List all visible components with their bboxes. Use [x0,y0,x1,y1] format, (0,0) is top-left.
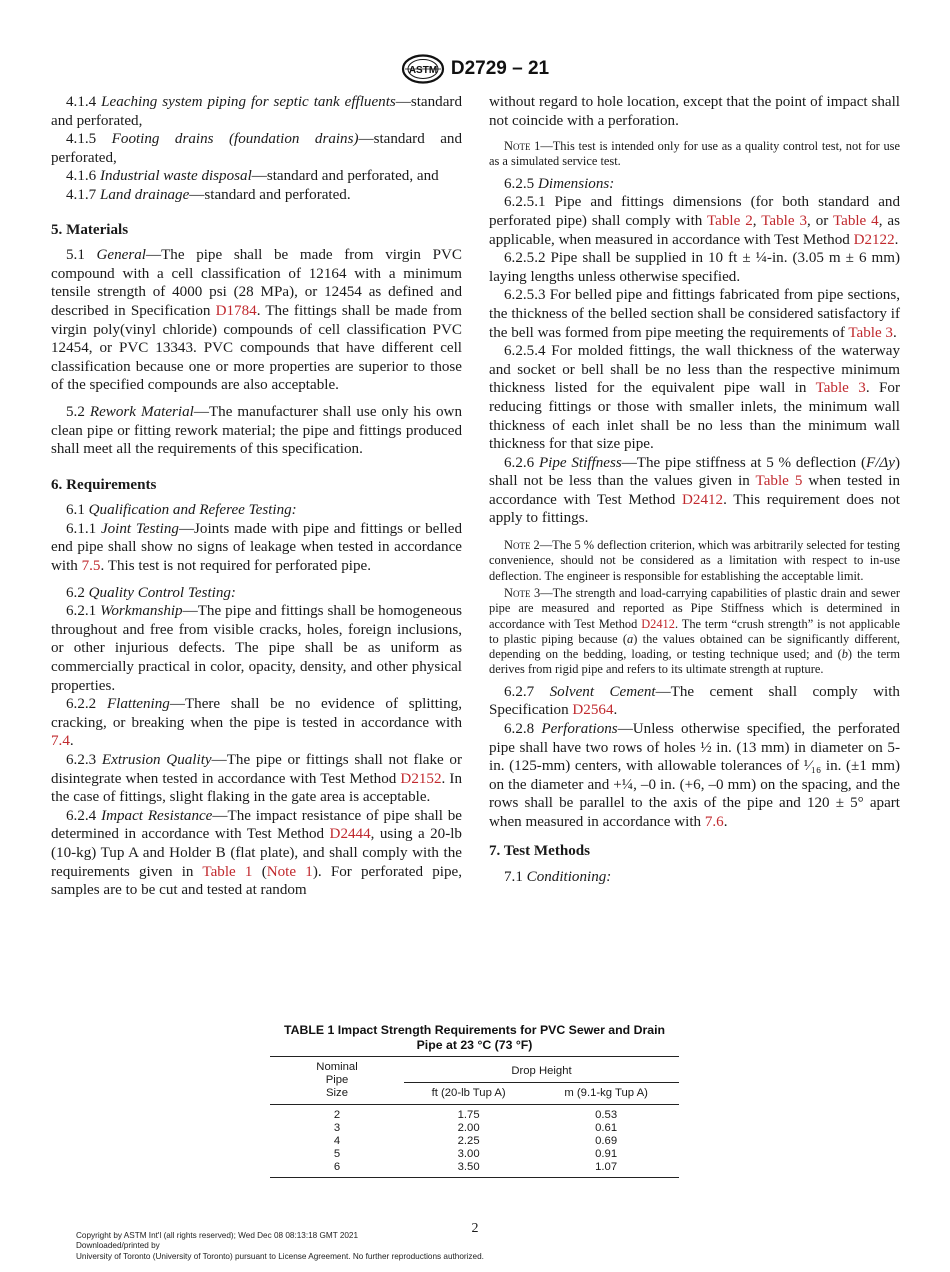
table-row [270,1105,679,1123]
link-d2564[interactable]: D2564 [572,702,614,719]
col-header-ft: ft (20-lb Tup A) [404,1082,533,1104]
link-d2412[interactable]: D2412 [682,491,724,508]
para-6-2-5-3: 6.2.5.3 For belled pipe and fittings fabricated from pipe sections, the thickness of the belled section shall be considered satisfactory if the bell was formed from pipe meeting the requirements of Table 3. [489,287,900,341]
para-6-2-5-2: 6.2.5.2 Pipe shall be supplied in 10 ft ± ¼-in. (3.05 m ± 6 mm) laying lengths unless otherwise specified. [489,250,900,285]
link-7-4[interactable]: 7.4 [51,733,70,750]
link-table-3[interactable]: Table 3 [761,212,808,229]
right-column [489,93,900,887]
para-6-2-4: 6.2.4 Impact Resistance—The impact resistance of pipe shall be determined in accordance with Test Method D2444, using a 20-lb (10-kg) Tup A and Holder B (flat plate), and shall comply with the requirements given in Table 1 (Note 1). For perforated pipe, samples are to be cut and tested at random [51,807,463,899]
link-d2122[interactable]: D2122 [853,231,895,248]
para-6-2-5-4: 6.2.5.4 For molded fittings, the wall thickness of the waterway and socket or bell shall be no less than the respective minimum thickness listed for the equivalent pipe wall in Table 3. For reducing fittings or those with smaller inlets, the minimum wall thickness of each inlet shall be no less than the minimum wall thickness for that size pipe. [489,343,901,453]
link-d2152[interactable]: D2152 [400,770,442,787]
left-column [51,93,462,900]
table-cell-ft: 2.25 [457,1135,480,1147]
para-6-2-7: 6.2.7 Solvent Cement—The cement shall comply with Specification D2564. [489,683,900,719]
para-6-2-2: 6.2.2 Flattening—There shall be no evidence of splitting, cracking, or breaking when the pipe is tested in accordance with 7.4. [51,696,462,750]
section-heading-test-methods: 7. Test Methods [489,843,591,860]
para-5-2: 5.2 Rework Material—The manufacturer shall use only his own clean pipe or fitting rework material; the pipe and fittings produced shall meet all the requirements of this specification. [51,403,463,458]
section-heading-requirements: 6. Requirements [51,476,157,493]
table-row [270,1122,679,1135]
para-4-1-6: 4.1.6 Industrial waste disposal—standard and perforated, and [66,168,439,185]
link-table-1[interactable]: Table 1 [202,863,253,880]
col-header-nominal-size: Nominal Pipe Size [270,1057,404,1105]
para-7-1: 7.1 Conditioning: [504,869,612,886]
para-6-2-1: 6.2.1 Workmanship—The pipe and fittings shall be homogeneous throughout and free from visible cracks, holes, foreign inclusions, or other injurious defects. The pipe shall be as uniform as commercially practical in color, opacity, density, and other physical properties. [51,603,462,694]
link-table-5[interactable]: Table 5 [755,473,803,490]
link-7-5[interactable]: 7.5 [81,558,101,575]
table-cell-ft: 3.50 [404,1161,533,1178]
link-note-1[interactable]: Note 1 [266,863,313,880]
table-cell-m: 0.69 [595,1135,618,1147]
table-cell-ft: 3.00 [457,1148,480,1160]
astm-logo-icon [401,54,445,84]
document-id: D2729 – 21 [450,58,550,79]
svg-text:ASTM: ASTM [408,65,438,76]
table-cell-m: 1.07 [533,1161,679,1178]
table-row [270,1161,679,1178]
link-d2444[interactable]: D2444 [329,826,371,843]
link-table-2[interactable]: Table 2 [707,212,753,229]
link-7-6[interactable]: 7.6 [704,813,724,830]
impact-strength-table [270,1056,679,1178]
table-cell-m: 0.53 [595,1109,618,1121]
table-cell-m: 0.91 [595,1148,618,1160]
para-6-2-5-1: 6.2.5.1 Pipe and fittings dimensions (for both standard and perforated pipe) shall comply with Table 2, Table 3, or Table 4, as applicable, when measured in accordance with Test Method D2122. [489,194,901,248]
link-d2412[interactable]: D2412 [641,616,675,631]
note-1: Note 1—This test is intended only for use as a quality control test, not for use as a simulated service test. [489,139,900,169]
table-cell-ft: 2.00 [457,1122,480,1134]
col-header-m: m (9.1-kg Tup A) [533,1082,679,1104]
page-number: 2 [471,1221,479,1236]
footer-line: Copyright by ASTM Int'l (all rights reserved); Wed Dec 08 08:13:18 GMT 2021 [76,1231,359,1240]
col-header-drop-height: Drop Height [404,1057,679,1083]
para-6-2-4-continued: without regard to hole location, except that the point of impact shall not coincide with a perforation. [489,94,900,129]
table-cell-m: 0.61 [595,1122,618,1134]
para-4-1-7: 4.1.7 Land drainage—standard and perforated. [66,186,351,203]
footer-line: Downloaded/printed by [76,1241,160,1251]
link-table-4[interactable]: Table 4 [832,212,879,229]
table-cell-ft: 1.75 [457,1109,480,1121]
table-cell-size: 4 [333,1135,341,1147]
section-heading-materials: 5. Materials [51,221,129,238]
table-1-title: TABLE 1 Impact Strength Requirements for PVC Sewer and Drain Pipe at 23 °C (73 °F) [283,1023,666,1052]
link-d1784[interactable]: D1784 [215,302,257,319]
table-1-body [270,1105,679,1178]
para-6-2-5: 6.2.5 Dimensions: [504,175,615,192]
table-cell-size: 5 [333,1148,341,1160]
link-table-3[interactable]: Table 3 [848,324,893,341]
copyright-footer [76,1231,484,1262]
para-6-2: 6.2 Quality Control Testing: [66,584,236,601]
para-6-2-6: 6.2.6 Pipe Stiffness—The pipe stiffness at 5 % deflection (F/Δy) shall not be less than the values given in Table 5 when tested in accordance with Test Method D2412. This requirement does not apply to fittings. [489,454,900,527]
para-6-1: 6.1 Qualification and Referee Testing: [66,502,297,519]
para-6-2-3: 6.2.3 Extrusion Quality—The pipe or fittings shall not flake or disintegrate when tested in accordance with Test Method D2152. In the case of fittings, slight flaking in the gate area is acceptable. [51,752,462,806]
table-cell-size: 6 [270,1161,404,1178]
table-cell-size: 3 [333,1122,341,1134]
para-5-1: 5.1 General—The pipe shall be made from virgin PVC compound with a cell classification of 12164 with a minimum tensile strength of 4000 psi (28 MPa), or 12454 as defined and described in Specification D1784. The fittings shall be made from virgin poly(vinyl chloride) compounds of cell classification PVC 12454, or PVC 13343. PVC compounds that have different cell classification because one or more properties are superior to those of the specified compounds are also acceptable. [51,247,463,394]
table-row [270,1135,679,1148]
page-header [0,52,950,86]
table-row [270,1148,679,1161]
link-table-3[interactable]: Table 3 [815,380,866,397]
para-4-1-5: 4.1.5 Footing drains (foundation drains)—standard and perforated, [51,131,463,166]
table-cell-size: 2 [333,1109,341,1121]
note-2: Note 2—The 5 % deflection criterion, which was arbitrarily selected for testing convenience, should not be considered as a limitation with respect to in-use deflection. The engineer is responsible for establishing the acceptable limit. [489,538,900,583]
footer-line: University of Toronto (University of Toronto) pursuant to License Agreement. No further reproductions authorized. [76,1251,484,1261]
para-6-1-1: 6.1.1 Joint Testing—Joints made with pipe and fittings or belled end pipe shall show no signs of leakage when tested in accordance with 7.5. This test is not required for perforated pipe. [51,520,462,575]
note-3: Note 3—The strength and load-carrying capabilities of plastic drain and sewer pipe are measured and reported as Pipe Stiffness which is determined in accordance with Test Method D2412. The term “crush strength” is not applicable to plastic piping because (a) the values obtained can be significantly different, depending on the bedding, loading, or testing technique used; and (b) the term derives from rigid pipe and refers to its ultimate strength at rupture. [489,585,901,677]
para-6-2-8: 6.2.8 Perforations—Unless otherwise specified, the perforated pipe shall have two rows of holes ½ in. (13 mm) in diameter on 5-in. (125-mm) centers, with allowable tolerances of ¹⁄₁₆ in. (±1 mm) on the diameter and +¼, –0 in. (+6, –0 mm) on the spacing, and the rows shall be parallel to the axis of the pipe and 120 ± 5° apart when measured in accordance with 7.6. [489,720,900,830]
table-1 [270,1023,679,1178]
para-4-1-4: 4.1.4 Leaching system piping for septic tank effluents—standard and perforated, [51,94,462,129]
